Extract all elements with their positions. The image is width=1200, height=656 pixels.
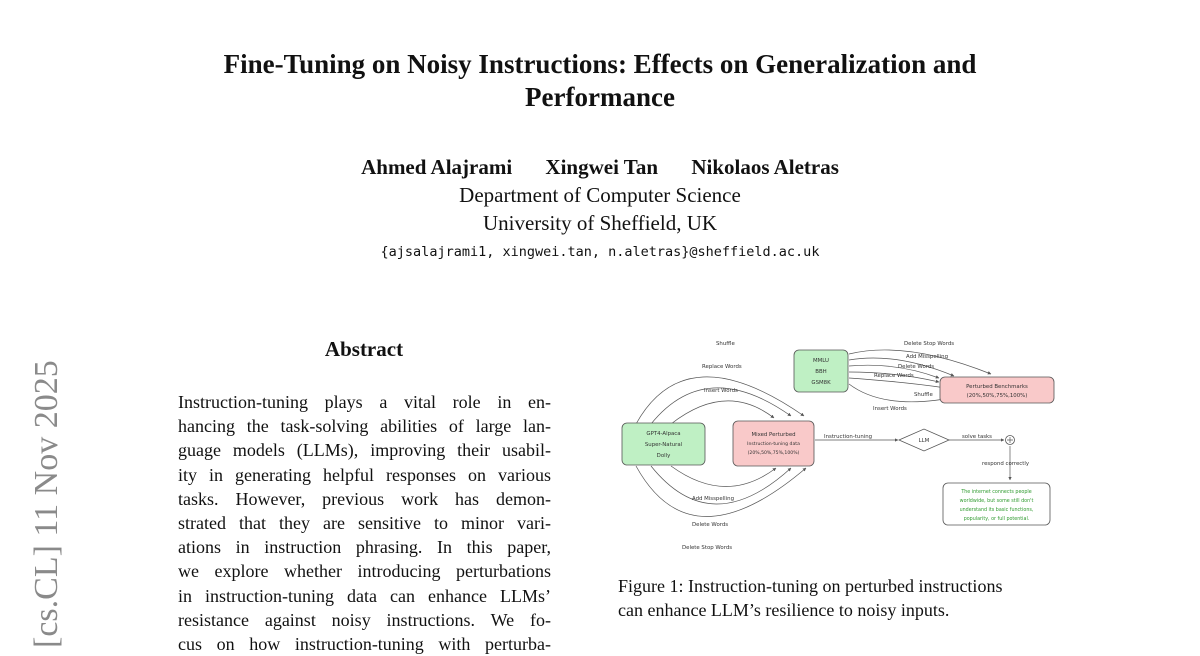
paper-title-line-2: Performance <box>525 82 675 112</box>
author-emails[interactable]: {ajsalajrami1, xingwei.tan, n.aletras}@sheffield.ac.uk <box>380 244 820 260</box>
edge-label-bench-delete-words: Delete Words <box>898 364 935 370</box>
edge-shuffle-top <box>636 377 804 424</box>
author-2: Xingwei Tan <box>545 155 659 179</box>
svg-text:(20%,50%,75%,100%): (20%,50%,75%,100%) <box>966 393 1028 399</box>
abstract-line: in instruction-tuning data can enhance LLMs’ <box>178 585 551 606</box>
author-3: Nikolaos Aletras <box>691 155 839 179</box>
svg-text:Super-Natural: Super-Natural <box>644 442 683 448</box>
abstract-line: cus on how instruction-tuning with perturba- <box>178 634 551 655</box>
edge-label-delete-words: Delete Words <box>692 522 729 528</box>
abstract-line: tasks. However, previous work has demon- <box>178 488 551 509</box>
edge-insert-top <box>671 401 774 424</box>
abstract-line: hancing the task-solving abilities of large lan- <box>178 416 551 437</box>
svg-text:Perturbed Benchmarks: Perturbed Benchmarks <box>966 384 1028 390</box>
svg-text:The internet connects people: The internet connects people <box>961 490 1032 495</box>
figure-caption-line-1: Figure 1: Instruction-tuning on perturbed instructions <box>618 576 1003 596</box>
node-llm <box>899 429 949 451</box>
edge-label-misspelling: Add Misspelling <box>692 496 734 502</box>
figure-caption-line-2: can enhance LLM’s resilience to noisy inputs. <box>618 600 950 620</box>
edge-label-instruction-tuning: Instruction-tuning <box>824 434 873 440</box>
edge-label-respond-correctly: respond correctly <box>982 461 1030 467</box>
node-datasets <box>622 423 705 465</box>
author-list <box>0 153 1200 181</box>
svg-text:GSM8K: GSM8K <box>811 380 831 386</box>
author-1: Ahmed Alajrami <box>361 155 513 179</box>
svg-text:Mixed Perturbed: Mixed Perturbed <box>751 432 796 438</box>
abstract-line: Instruction-tuning plays a vital role in en- <box>178 392 551 412</box>
node-perturbed-benchmarks <box>940 377 1054 403</box>
paper-title <box>150 48 1050 114</box>
edge-label-bench-replace-words: Replace Words <box>874 373 914 379</box>
edge-label-solve-tasks: solve tasks <box>962 434 992 440</box>
edge-label-bench-delete-stop: Delete Stop Words <box>904 341 955 347</box>
abstract-heading: Abstract <box>324 337 404 361</box>
edge-label-bench-insert-words: Insert Words <box>873 406 907 412</box>
edge-label-delete-stop: Delete Stop Words <box>682 545 733 551</box>
abstract-line: resistance against noisy instructions. We fo- <box>178 609 551 630</box>
node-response <box>943 483 1050 525</box>
svg-text:Dolly: Dolly <box>656 453 671 459</box>
edge-label-bench-shuffle: Shuffle <box>914 392 933 398</box>
abstract-line: strated that they are sensitive to minor vari- <box>178 513 551 534</box>
svg-text:popularity, or full potential.: popularity, or full potential. <box>963 517 1030 522</box>
edge-label-shuffle: Shuffle <box>716 341 735 347</box>
node-benchmarks <box>794 350 848 392</box>
node-mixed-perturbed-data <box>733 421 814 466</box>
svg-text:GPT4-Alpaca: GPT4-Alpaca <box>646 431 681 437</box>
edge-delete-stop-bottom <box>636 466 806 517</box>
affiliation-university: University of Sheffield, UK <box>482 211 718 235</box>
figure-1-svg <box>616 336 1061 558</box>
abstract-body <box>178 390 551 656</box>
arxiv-side-stamp: [cs.CL] 11 Nov 2025 <box>28 360 65 648</box>
abstract-line: guage models (LLMs), improving their usabil- <box>178 440 551 461</box>
figure-caption <box>618 574 1068 622</box>
svg-text:LLM: LLM <box>918 438 930 444</box>
edge-label-replace: Replace Words <box>702 364 742 370</box>
abstract-line: ity in generating helpful responses on various <box>178 464 551 485</box>
svg-text:BBH: BBH <box>815 369 827 375</box>
svg-text:(20%,50%,75%,100%): (20%,50%,75%,100%) <box>747 451 800 456</box>
affiliation-department: Department of Computer Science <box>459 183 741 207</box>
svg-text:MMLU: MMLU <box>813 358 829 364</box>
edge-label-bench-misspelling: Add Misspelling <box>906 354 948 360</box>
abstract-line: we explore whether introducing perturbations <box>178 561 551 582</box>
svg-text:worldwide, but some still don': worldwide, but some still don't <box>959 499 1034 504</box>
abstract-line: ations in instruction phrasing. In this paper, <box>178 537 551 558</box>
figure-1-diagram <box>616 336 1061 558</box>
edge-misspelling-bottom <box>671 466 776 487</box>
edge-label-insert: Insert Words <box>704 388 738 394</box>
svg-text:Instruction-tuning data: Instruction-tuning data <box>747 442 800 447</box>
paper-title-line-1: Fine-Tuning on Noisy Instructions: Effects on Generalization and <box>223 49 977 79</box>
node-junction <box>1006 436 1015 445</box>
svg-text:understand its basic functions: understand its basic functions, <box>959 508 1034 513</box>
edge-bench-shuffle <box>849 378 946 388</box>
